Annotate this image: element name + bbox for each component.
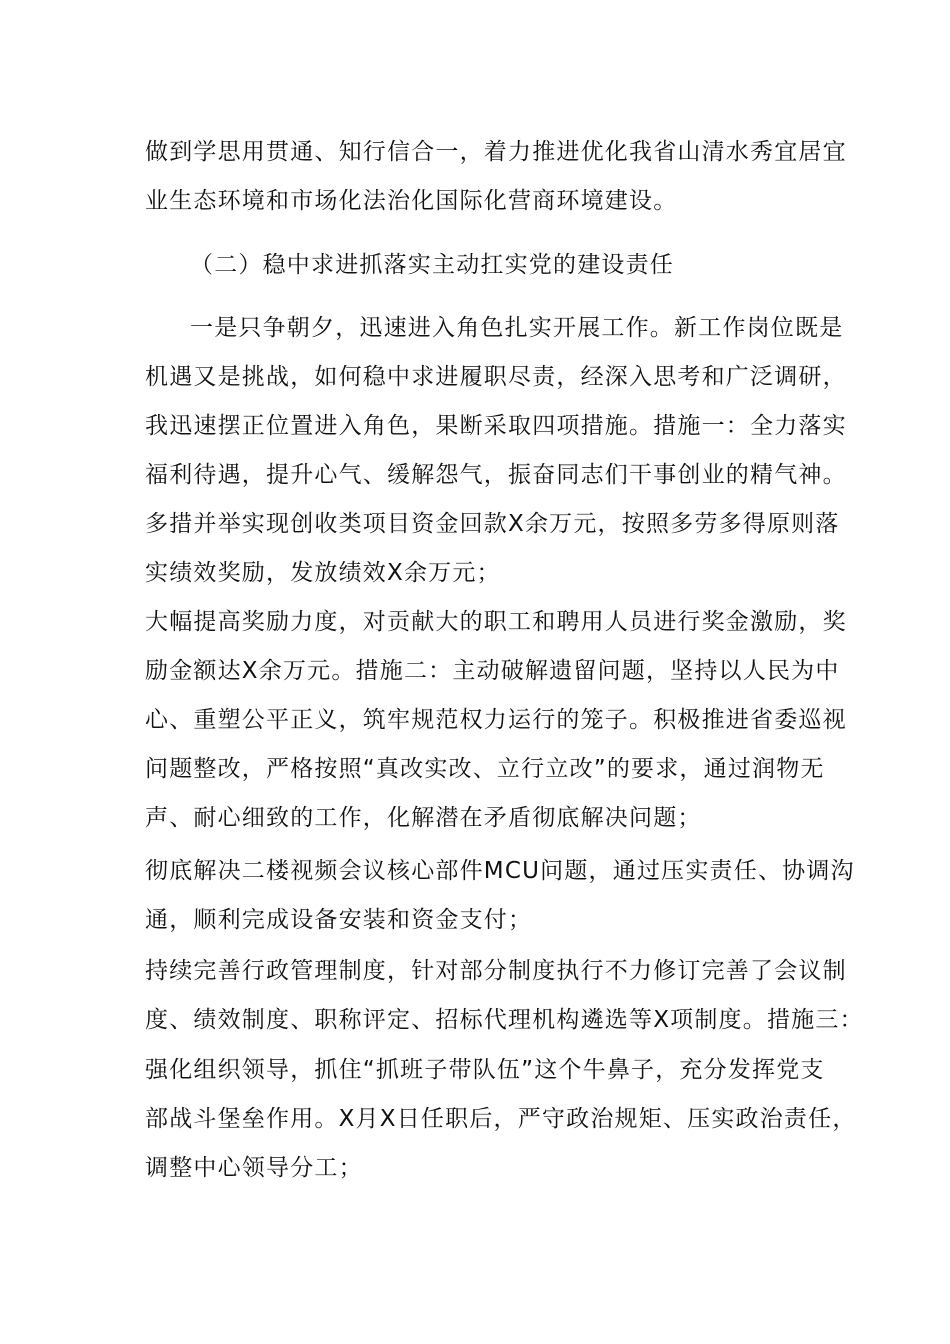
body-text-line: 持续完善行政管理制度，针对部分制度执行不力修订完善了会议制	[145, 958, 847, 984]
body-text-line: 强化组织领导，抓住“抓班子带队伍”这个牛鼻子，充分发挥党支	[145, 1057, 825, 1083]
body-text-line: 调整中心领导分工；	[145, 1155, 363, 1181]
body-text-line: 彻底解决二楼视频会议核心部件MCU问题，通过压实责任、协调沟	[145, 858, 855, 884]
body-text-line: 通，顺利完成设备安装和资金支付；	[145, 907, 533, 933]
body-text-line: 业生态环境和市场化法治化国际化营商环境建设。	[145, 188, 678, 214]
body-text-line: 励金额达X余万元。措施二：主动破解遗留问题，坚持以人民为中	[145, 658, 840, 684]
body-text-line: 多措并举实现创收类项目资金回款X余万元，按照多劳多得原则落	[145, 511, 840, 537]
body-text-line: 度、绩效制度、职称评定、招标代理机构遴选等X项制度。措施三：	[145, 1007, 864, 1033]
body-text-line: 福利待遇，提升心气、缓解怨气，振奋同志们干事创业的精气神。	[145, 462, 847, 488]
body-text-line: 我迅速摆正位置进入角色，果断采取四项措施。措施一：全力落实	[145, 413, 847, 439]
body-text-line: 大幅提高奖励力度，对贡献大的职工和聘用人员进行奖金激励，奖	[145, 609, 847, 635]
section-heading: （二）稳中求进抓落实主动扛实党的建设责任	[190, 252, 674, 278]
body-text-line: 一是只争朝夕，迅速进入角色扎实开展工作。新工作岗位既是	[190, 315, 844, 341]
body-text-line: 机遇又是挑战，如何稳中求进履职尽责，经深入思考和广泛调研，	[145, 364, 847, 390]
body-text-line: 心、重塑公平正义，筑牢规范权力运行的笼子。积极推进省委巡视	[145, 707, 847, 733]
body-text-line: 问题整改，严格按照“真改实改、立行立改”的要求，通过润物无	[145, 756, 825, 782]
body-text-line: 部战斗堡垒作用。X月X日任职后，严守政治规矩、压实政治责任，	[145, 1106, 857, 1132]
body-text-line: 做到学思用贯通、知行信合一，着力推进优化我省山清水秀宜居宜	[145, 139, 847, 165]
body-text-line: 声、耐心细致的工作，化解潜在矛盾彻底解决问题；	[145, 805, 702, 831]
body-text-line: 实绩效奖励，发放绩效X余万元；	[145, 560, 501, 586]
